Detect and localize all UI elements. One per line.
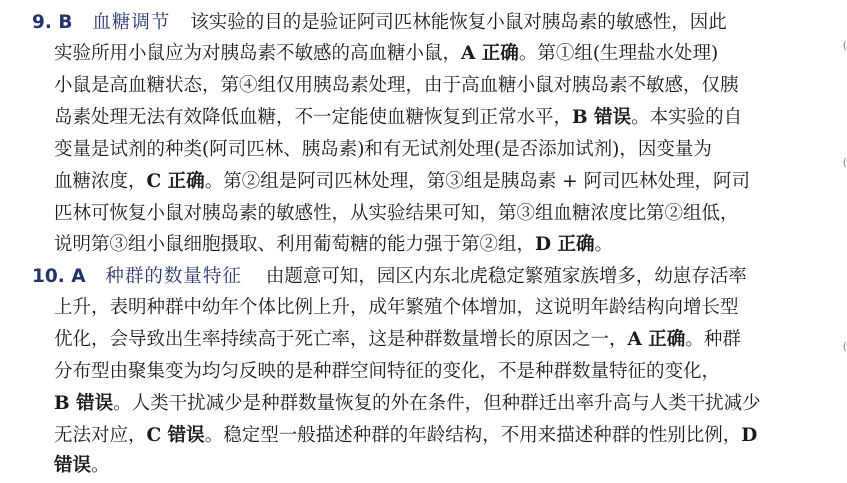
q9-verdict-c: C 正确 xyxy=(146,171,205,192)
q9-text-6c: 。第②组是阿司匹林处理，第③组是胰岛素 + 阿司匹林处理，阿司 xyxy=(204,171,750,192)
q10-line-4 xyxy=(54,355,847,389)
q10-verdict-d-letter: D xyxy=(741,425,758,446)
q10-verdict-c: C 错误 xyxy=(146,425,205,446)
q9-line-3 xyxy=(54,69,847,103)
q9-line-5 xyxy=(54,133,847,167)
q9-text-1: 该实验的目的是验证阿司匹林能恢复小鼠对胰岛素的敏感性，因此 xyxy=(190,12,727,33)
q9-text-4a: 岛素处理无法有效降低血糖，不一定能使血糖恢复到正常水平， xyxy=(54,107,573,128)
q10-line-7 xyxy=(54,449,847,483)
q10-text-3a: 优化，会导致出生率持续高于死亡率，这是种群数量增长的原因之一， xyxy=(54,329,628,350)
q10-line-5 xyxy=(54,387,847,421)
q10-line-2 xyxy=(54,291,847,325)
q9-text-2a: 实验所用小鼠应为对胰岛素不敏感的高血糖小鼠， xyxy=(54,43,462,64)
q9-text-2c: 。第①组(生理盐水处理) xyxy=(518,43,719,64)
q9-topic: 血糖调节 xyxy=(92,12,171,33)
margin-mark: ( xyxy=(842,156,847,169)
q9-line-2 xyxy=(54,37,847,71)
q9-text-3: 小鼠是高血糖状态，第④组仅用胰岛素处理，由于高血糖小鼠对胰岛素不敏感，仅胰 xyxy=(54,75,739,96)
q10-text-1: 由题意可知，园区内东北虎稳定繁殖家族增多，幼崽存活率 xyxy=(265,266,747,287)
q10-verdict-d-word: 错误 xyxy=(54,455,92,476)
q9-line-6 xyxy=(54,165,847,199)
q10-line-3 xyxy=(54,323,847,357)
q9-text-4c: 。本实验的自 xyxy=(631,107,743,128)
q10-line-6 xyxy=(54,419,847,453)
q9-verdict-b: B 错误 xyxy=(572,107,632,128)
q10-text-6c: 。稳定型一般描述种群的年龄结构，不用来描述种群的性别比例， xyxy=(204,425,742,446)
q10-text-7b: 。 xyxy=(91,455,110,476)
q9-text-8a: 说明第③组小鼠细胞摄取、利用葡萄糖的能力强于第②组， xyxy=(54,234,536,255)
q9-text-7: 匹林可恢复小鼠对胰岛素的敏感性，从实验结果可知，第③组血糖浓度比第②组低， xyxy=(54,203,739,224)
q10-topic: 种群的数量特征 xyxy=(105,266,242,287)
q10-number: 10. A xyxy=(32,266,86,287)
q9-line-4 xyxy=(54,101,847,135)
q9-text-8c: 。 xyxy=(594,234,614,255)
q9-number: 9. B xyxy=(32,12,73,33)
q10-text-2: 上升，表明种群中幼年个体比例上升，成年繁殖个体增加，这说明年龄结构向增长型 xyxy=(54,297,739,318)
margin-mark: ( xyxy=(842,340,847,353)
q9-line-7 xyxy=(54,197,847,231)
q9-line-8 xyxy=(54,228,847,262)
q9-text-5: 变量是试剂的种类(阿司匹林、胰岛素)和有无试剂处理(是否添加试剂)，因变量为 xyxy=(54,139,712,160)
q10-line-1 xyxy=(32,260,847,294)
q10-text-3c: 。种群 xyxy=(685,329,741,350)
q10-verdict-b: B 错误 xyxy=(54,393,114,414)
q9-verdict-d: D 正确 xyxy=(535,234,595,255)
q10-text-4: 分布型由聚集变为均匀反映的是种群空间特征的变化，不是种群数量特征的变化， xyxy=(54,361,721,382)
q10-verdict-a: A 正确 xyxy=(627,329,686,350)
q10-text-5b: 。人类干扰减少是种群数量恢复的外在条件，但种群迁出率升高与人类干扰减少 xyxy=(113,393,761,414)
q9-line-1 xyxy=(32,6,847,40)
margin-mark: ( xyxy=(842,39,847,52)
q9-verdict-a: A 正确 xyxy=(461,43,519,64)
q9-text-6a: 血糖浓度， xyxy=(54,171,147,192)
q10-text-6a: 无法对应， xyxy=(54,425,147,446)
